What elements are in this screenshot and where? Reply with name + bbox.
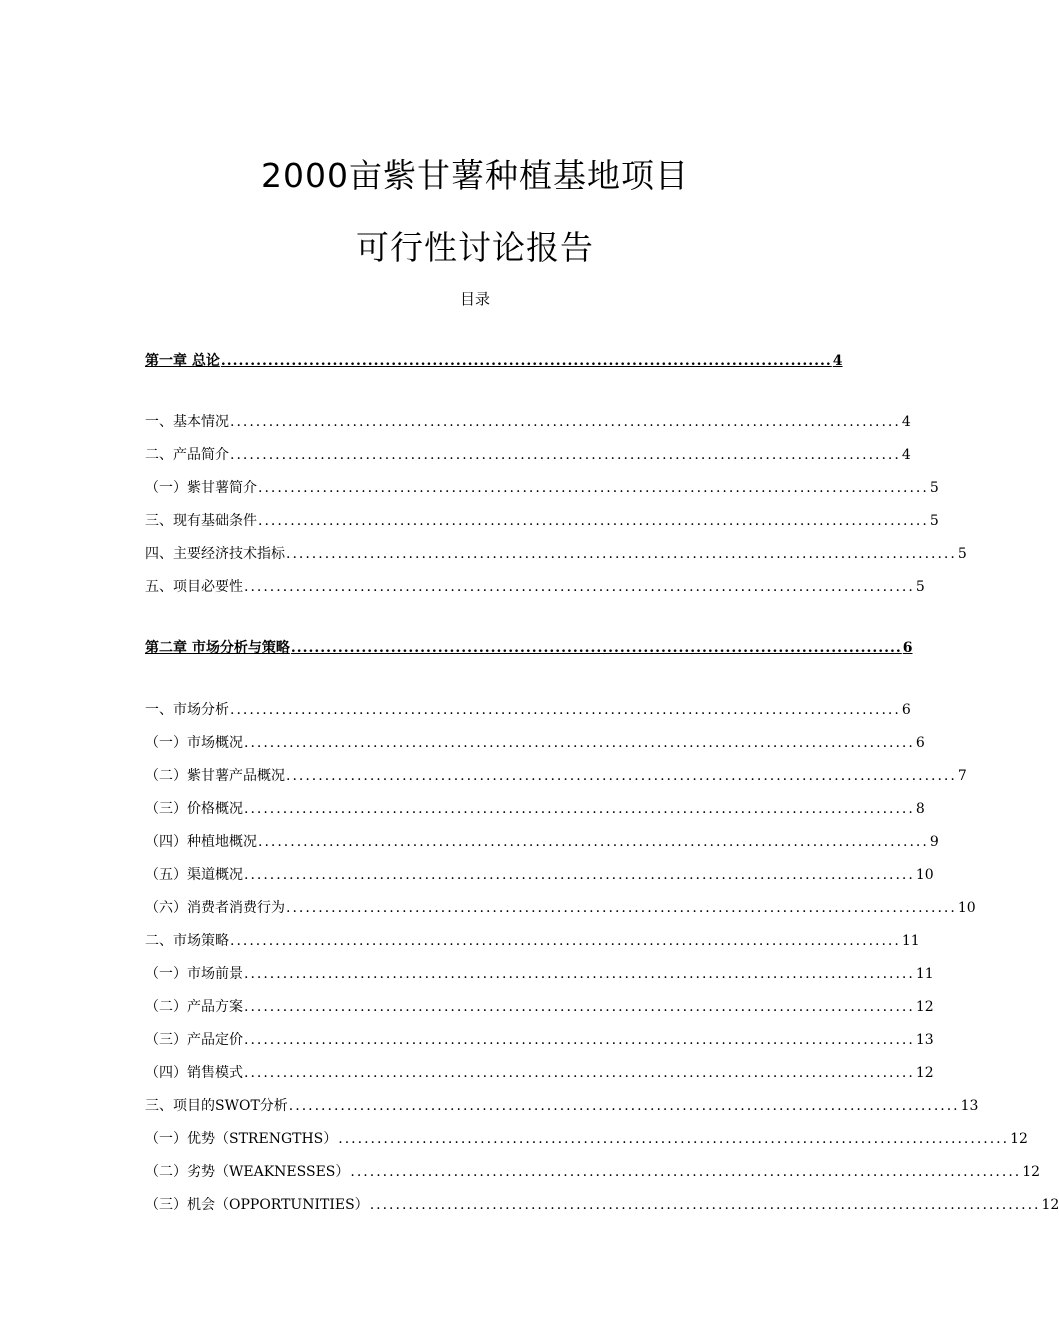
toc-entry[interactable] <box>145 831 939 853</box>
toc-entry-text: 二、产品简介 <box>145 447 229 463</box>
toc-entry-page: 5 <box>915 579 925 595</box>
toc-entry-text: （一）紫甘薯简介 <box>145 480 257 496</box>
toc-entry-page: 10 <box>915 867 934 883</box>
toc-entry-page: 5 <box>929 480 939 496</box>
toc-entry-page: 12 <box>1022 1164 1041 1180</box>
toc-entry[interactable] <box>145 897 976 919</box>
toc-entry-page: 11 <box>915 966 934 982</box>
toc-entry[interactable] <box>145 963 934 985</box>
toc-entry[interactable] <box>145 411 911 433</box>
toc-entry-chapter[interactable] <box>145 350 843 372</box>
toc-leader-dots: ........................................................................................................ <box>286 768 957 784</box>
toc-leader-dots: ........................................................................................................ <box>338 1131 1010 1147</box>
toc-entry[interactable] <box>145 1194 1059 1216</box>
toc-entry[interactable] <box>145 699 911 721</box>
toc-entry-page: 13 <box>960 1098 979 1114</box>
document-title-line1: 2000亩紫甘薯种植基地项目 <box>261 156 689 195</box>
toc-entry[interactable] <box>145 1128 1028 1150</box>
toc-entry-text: （一）市场概况 <box>145 735 243 751</box>
toc-entry-text: （三）机会（OPPORTUNITIES） <box>145 1197 369 1213</box>
toc-entry-page: 4 <box>901 414 911 430</box>
toc-entry-page: 5 <box>957 546 967 562</box>
toc-entry-page: 13 <box>915 1032 934 1048</box>
toc-leader-dots: ........................................................................................................ <box>288 1098 960 1114</box>
toc-entry-text: 五、项目必要性 <box>145 579 243 595</box>
toc-leader-dots: ........................................................................................................ <box>230 414 901 430</box>
toc-leader-dots: ........................................................................................................ <box>244 999 915 1015</box>
toc-leader-dots: ........................................................................................................ <box>244 801 915 817</box>
toc-leader-dots: ........................................................................................................ <box>244 579 915 595</box>
toc-entry-text: （三）价格概况 <box>145 801 243 817</box>
toc-entry-page: 4 <box>901 447 911 463</box>
toc-leader-dots: ........................................................................................................ <box>220 353 832 369</box>
toc-entry[interactable] <box>145 543 967 565</box>
toc-entry-chapter[interactable] <box>145 637 913 659</box>
toc-leader-dots: ........................................................................................................ <box>258 513 929 529</box>
toc-entry[interactable] <box>145 996 934 1018</box>
toc-entry-text: （三）产品定价 <box>145 1032 243 1048</box>
toc-entry-text: （二）劣势（WEAKNESSES） <box>145 1164 350 1180</box>
toc-entry[interactable] <box>145 1161 1041 1183</box>
toc-leader-dots: ........................................................................................................ <box>290 640 902 656</box>
toc-entry-page: 6 <box>901 702 911 718</box>
toc-entry-text: （四）销售模式 <box>145 1065 243 1081</box>
toc-leader-dots: ........................................................................................................ <box>244 1065 915 1081</box>
document-title-line2: 可行性讨论报告 <box>356 228 594 267</box>
toc-entry[interactable] <box>145 732 925 754</box>
toc-entry-page: 6 <box>915 735 925 751</box>
toc-entry[interactable] <box>145 510 939 532</box>
toc-entry-text: （六）消费者消费行为 <box>145 900 285 916</box>
toc-entry-text: （四）种植地概况 <box>145 834 257 850</box>
toc-leader-dots: ........................................................................................................ <box>286 900 957 916</box>
toc-leader-dots: ........................................................................................................ <box>286 546 957 562</box>
toc-entry-text: 第一章 总论 <box>145 353 220 369</box>
toc-entry[interactable] <box>145 765 967 787</box>
toc-entry-text: 四、主要经济技术指标 <box>145 546 285 562</box>
toc-leader-dots: ........................................................................................................ <box>230 447 901 463</box>
toc-entry[interactable] <box>145 798 925 820</box>
toc-entry-text: （一）优势（STRENGTHS） <box>145 1131 338 1147</box>
toc-leader-dots: ........................................................................................................ <box>244 735 915 751</box>
toc-entry-text: 一、基本情况 <box>145 414 229 430</box>
toc-entry-text: 二、市场策略 <box>145 933 229 949</box>
toc-entry-page: 11 <box>901 933 920 949</box>
toc-entry[interactable] <box>145 1095 979 1117</box>
toc-entry[interactable] <box>145 444 911 466</box>
toc-entry-page: 4 <box>832 353 843 369</box>
toc-entry-page: 5 <box>929 513 939 529</box>
toc-entry-text: 一、市场分析 <box>145 702 229 718</box>
toc-leader-dots: ........................................................................................................ <box>230 933 901 949</box>
toc-entry-page: 8 <box>915 801 925 817</box>
toc-entry-page: 12 <box>1041 1197 1059 1213</box>
toc-entry-text: 三、现有基础条件 <box>145 513 257 529</box>
toc-leader-dots: ........................................................................................................ <box>230 702 901 718</box>
toc-leader-dots: ........................................................................................................ <box>244 966 915 982</box>
toc-entry[interactable] <box>145 576 925 598</box>
toc-entry[interactable] <box>145 1029 934 1051</box>
toc-entry[interactable] <box>145 864 934 886</box>
toc-entry-text: （二）紫甘薯产品概况 <box>145 768 285 784</box>
toc-leader-dots: ........................................................................................................ <box>244 1032 915 1048</box>
toc-entry-text: 三、项目的SWOT分析 <box>145 1098 288 1114</box>
toc-entry-page: 6 <box>902 640 913 656</box>
toc-heading: 目录 <box>459 290 490 308</box>
toc-entry-text: （二）产品方案 <box>145 999 243 1015</box>
toc-entry-text: （五）渠道概况 <box>145 867 243 883</box>
toc-entry-page: 12 <box>915 1065 934 1081</box>
toc-entry-page: 7 <box>957 768 967 784</box>
toc-entry-page: 10 <box>957 900 976 916</box>
toc-leader-dots: ........................................................................................................ <box>258 834 929 850</box>
toc-entry-page: 9 <box>929 834 939 850</box>
toc-entry[interactable] <box>145 1062 934 1084</box>
toc-entry-text: （一）市场前景 <box>145 966 243 982</box>
toc-entry-text: 第二章 市场分析与策略 <box>145 640 290 656</box>
toc-entry-page: 12 <box>915 999 934 1015</box>
toc-entry[interactable] <box>145 477 939 499</box>
toc-leader-dots: ........................................................................................................ <box>369 1197 1041 1213</box>
toc-leader-dots: ........................................................................................................ <box>244 867 915 883</box>
toc-entry-page: 12 <box>1010 1131 1028 1147</box>
toc-leader-dots: ........................................................................................................ <box>258 480 929 496</box>
toc-leader-dots: ........................................................................................................ <box>350 1164 1022 1180</box>
toc-entry[interactable] <box>145 930 920 952</box>
